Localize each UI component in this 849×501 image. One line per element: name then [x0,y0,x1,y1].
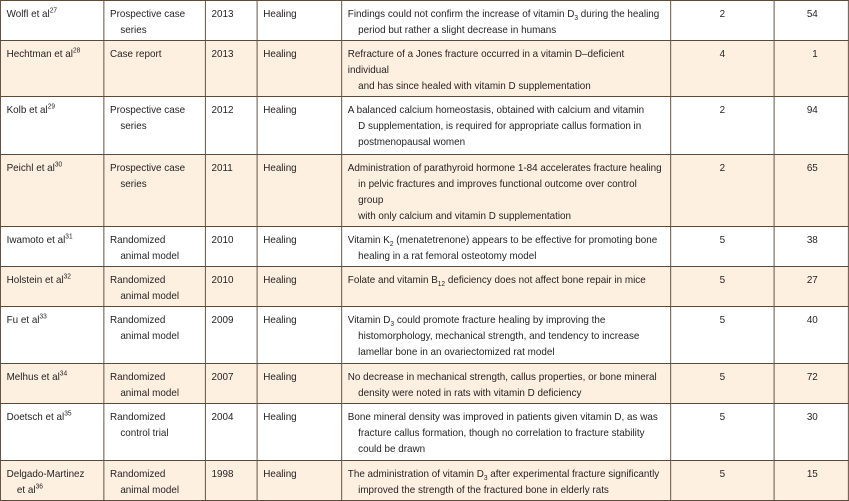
findings-cell [342,227,671,267]
findings-text: The administration of vitamin D [347,468,484,480]
year-cell: 2007 [205,364,257,404]
level-cell: 5 [671,461,774,501]
study-design: Randomized [109,371,166,383]
findings-text: during the healing [578,8,660,20]
findings-text: (menatetrenone) appears to be effective for promoting bone [393,234,658,246]
findings-cell [342,461,671,501]
findings-text: after experimental fracture significantly [487,468,660,480]
findings-text-cont: and has since healed with vitamin D supplementation [358,80,591,92]
table-row [0,404,848,461]
author-cell [0,307,103,364]
level-cell: 5 [671,364,774,404]
author-name-cont [7,482,98,498]
findings-text-cont: healing in a rat femoral osteotomy model [358,250,537,262]
sample-size-cell: 40 [774,307,848,364]
findings-text-cont: improved the strength of the fractured bone in elderly rats [358,484,609,496]
reference-number: 34 [59,370,68,378]
author-name: Fu et al [6,314,40,326]
topic-cell: Healing [257,1,342,41]
reference-number: 33 [39,313,47,321]
findings-cell [342,404,671,461]
findings-text-cont: D supplementation, is required for appropriate callus formation in [358,120,642,132]
subscript: 3 [483,475,488,483]
topic-cell: Healing [257,364,342,404]
topic-cell: Healing [257,307,342,364]
findings-text-cont: period but rather a slight decrease in humans [358,24,557,36]
year-cell: 2010 [205,227,257,267]
level-cell: 4 [671,41,774,97]
study-design-cont: series [120,120,147,132]
study-design: Prospective case [109,104,186,116]
study-design: Case report [109,48,162,60]
reference-number: 27 [49,7,58,15]
author-cell [0,461,103,501]
author-name: Doetsch et al [6,411,65,423]
author-cell [0,267,103,307]
subscript: 2 [389,241,394,249]
findings-text: Folate and vitamin B [347,274,438,286]
author-cell [0,41,103,97]
findings-text: Findings could not confirm the increase of vitamin D [347,8,575,20]
design-cell [104,41,206,97]
year-cell: 2009 [205,307,257,364]
findings-text: could promote fracture healing by improving the [394,314,606,326]
sample-size-cell: 54 [774,1,848,41]
author-name: Kolb et al [6,104,48,116]
reference-number: 31 [65,233,73,241]
year-cell: 2013 [205,1,257,41]
topic-cell: Healing [257,97,342,155]
study-design-cont: animal model [120,250,180,262]
sample-size-cell: 27 [774,267,848,307]
table-row [0,97,848,155]
findings-text-cont: lamellar bone in an ovariectomized rat model [358,346,555,358]
study-design-cont: animal model [120,330,180,342]
author-name-suffix: et al [16,484,36,496]
design-cell [104,227,206,267]
design-cell [104,307,206,364]
findings-text-cont: could be drawn [358,443,426,455]
study-design: Randomized [109,274,166,286]
topic-cell: Healing [257,227,342,267]
study-design-cont: series [120,24,147,36]
author-name: Wolfl et al [6,8,50,20]
findings-cell [342,307,671,364]
table-row [0,41,848,97]
author-cell [0,404,103,461]
table-row [0,267,848,307]
year-cell: 2012 [205,97,257,155]
findings-text: Refracture of a Jones fracture occurred in a vitamin D–deficient individual [347,48,625,76]
author-name: Hechtman et al [6,48,73,60]
findings-cell [342,41,671,97]
topic-cell: Healing [257,155,342,227]
table-row [0,227,848,267]
sample-size-cell: 65 [774,155,848,227]
design-cell [104,267,206,307]
author-name: Melhus et al [6,371,60,383]
findings-text-cont: histomorphology, mechanical strength, and tendency to increase [358,330,640,342]
design-cell [104,461,206,501]
table-row [0,307,848,364]
study-design: Randomized [109,468,166,480]
level-cell: 2 [671,155,774,227]
study-design: Randomized [109,411,166,423]
study-design: Randomized [109,314,166,326]
year-cell: 2011 [205,155,257,227]
findings-text: deficiency does not affect bone repair in mice [445,274,646,286]
sample-size-cell: 72 [774,364,848,404]
study-design-cont: control trial [120,427,169,439]
design-cell [104,155,206,227]
author-name: Iwamoto et al [6,234,66,246]
author-name: Holstein et al [6,274,64,286]
findings-cell [342,364,671,404]
findings-text-cont: in pelvic fractures and improves functional outcome over control group [358,178,637,206]
subscript: 3 [390,321,395,329]
design-cell [104,404,206,461]
author-cell [0,364,103,404]
year-cell: 2013 [205,41,257,97]
findings-text: Vitamin K [347,234,390,246]
findings-text: Vitamin D [347,314,391,326]
study-design-cont: animal model [120,290,180,302]
study-design-cont: series [120,178,147,190]
findings-text: No decrease in mechanical strength, callus properties, or bone mineral [347,371,657,383]
topic-cell: Healing [257,404,342,461]
topic-cell: Healing [257,267,342,307]
design-cell [104,97,206,155]
level-cell: 2 [671,97,774,155]
table-row [0,155,848,227]
year-cell: 2010 [205,267,257,307]
author-cell [0,1,103,41]
level-cell: 5 [671,307,774,364]
author-name: Delgado-Martinez [6,468,85,480]
study-design-cont: animal model [120,387,180,399]
findings-text-cont: density were noted in rats with vitamin D deficiency [358,387,582,399]
table-row [0,461,848,501]
level-cell: 5 [671,227,774,267]
design-cell [104,364,206,404]
findings-text: Administration of parathyroid hormone 1-84 accelerates fracture healing [347,162,662,174]
reference-number: 36 [35,483,43,491]
sample-size-cell: 1 [774,41,848,97]
findings-cell [342,155,671,227]
year-cell: 2004 [205,404,257,461]
findings-text-cont: fracture callus formation, though no correlation to fracture stability [358,427,645,439]
findings-cell [342,1,671,41]
sample-size-cell: 38 [774,227,848,267]
findings-cell [342,97,671,155]
author-cell [0,227,103,267]
design-cell [104,1,206,41]
subscript: 12 [437,281,446,289]
study-design-cont: animal model [120,484,180,496]
findings-cell [342,267,671,307]
author-cell [0,155,103,227]
study-design: Randomized [109,234,166,246]
level-cell: 5 [671,404,774,461]
level-cell: 5 [671,267,774,307]
findings-text-cont: postmenopausal women [358,136,466,148]
reference-number: 29 [47,103,56,111]
author-name: Peichl et al [6,162,55,174]
reference-number: 32 [63,273,71,281]
topic-cell: Healing [257,41,342,97]
study-design: Prospective case [109,162,186,174]
subscript: 3 [574,15,579,23]
sample-size-cell: 94 [774,97,848,155]
topic-cell: Healing [257,461,342,501]
findings-text: A balanced calcium homeostasis, obtained with calcium and vitamin [347,104,645,116]
table-row [0,1,848,41]
findings-text-cont: with only calcium and vitamin D supplementation [358,210,572,222]
reference-number: 35 [64,410,72,418]
findings-text: Bone mineral density was improved in patients given vitamin D, as was [347,411,658,423]
reference-number: 28 [72,47,81,55]
reference-number: 30 [54,161,63,169]
study-design: Prospective case [109,8,186,20]
sample-size-cell: 15 [774,461,848,501]
author-cell [0,97,103,155]
year-cell: 1998 [205,461,257,501]
sample-size-cell: 30 [774,404,848,461]
table-row [0,364,848,404]
level-cell: 2 [671,1,774,41]
